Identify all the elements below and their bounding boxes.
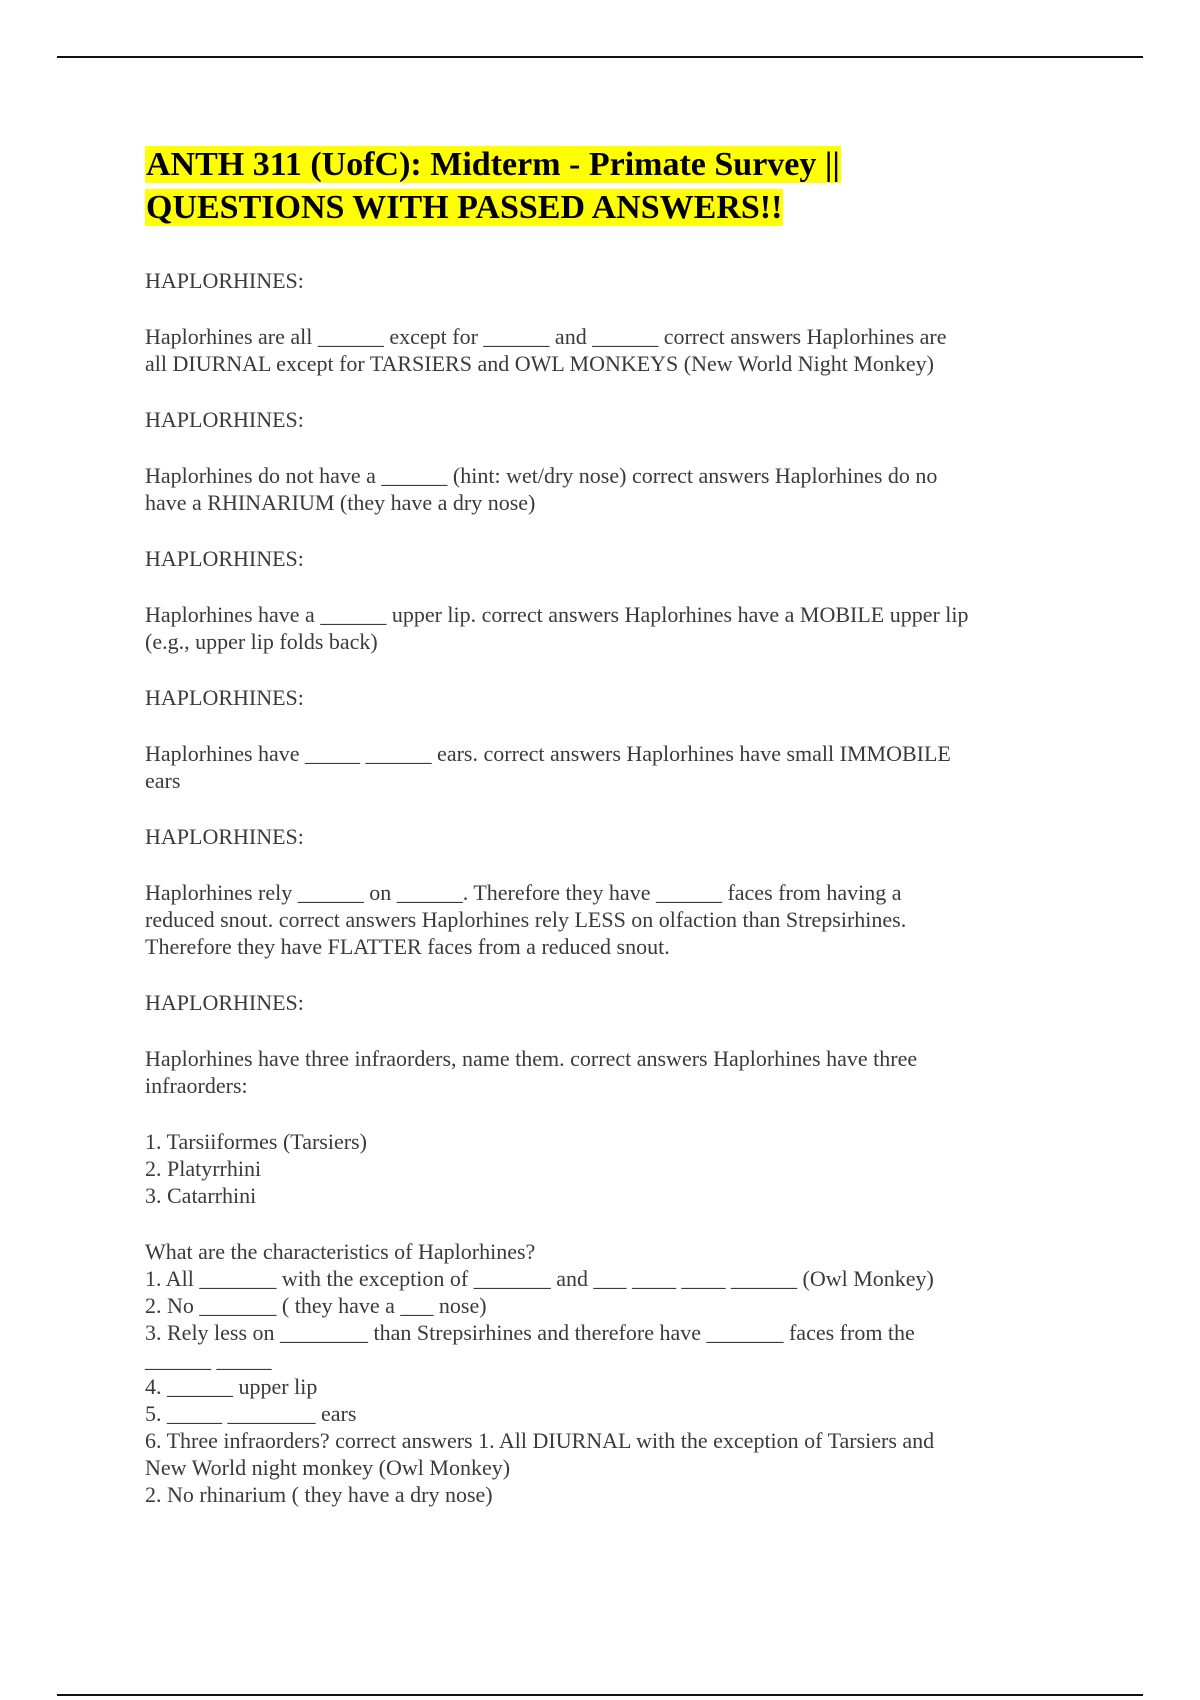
text-line: HAPLORHINES: [145,407,304,432]
bottom-rule [57,1694,1143,1696]
text-line: 3. Catarrhini [145,1183,257,1208]
text-line: (e.g., upper lip folds back) [145,629,378,654]
title-line: ANTH 311 (UofC): Midterm - Primate Survey || [146,146,840,183]
text-line: infraorders: [145,1073,248,1098]
text-line: 3. Rely less on ________ than Strepsirhines and therefore have _______ faces from the [145,1320,915,1345]
text-line: Haplorhines have three infraorders, name them. correct answers Haplorhines have three [145,1046,918,1071]
text-line: Haplorhines are all ______ except for ______ and ______ correct answers Haplorhines are [145,324,947,349]
question-paragraph [145,1238,1065,1508]
text-line: HAPLORHINES: [145,990,304,1015]
top-rule [57,56,1143,58]
text-line: all DIURNAL except for TARSIERS and OWL MONKEYS (New World Night Monkey) [145,351,934,376]
text-line: reduced snout. correct answers Haplorhines rely LESS on olfaction than Strepsirhines. [145,907,907,932]
text-line: 2. Platyrrhini [145,1156,262,1181]
question-list [145,267,1065,1508]
text-line: 2. No _______ ( they have a ___ nose) [145,1293,487,1318]
question-paragraph [145,1045,1065,1099]
text-line: Haplorhines have a ______ upper lip. correct answers Haplorhines have a MOBILE upper lip [145,602,969,627]
text-line: Haplorhines rely ______ on ______. Therefore they have ______ faces from having a [145,880,902,905]
text-line: Haplorhines do not have a ______ (hint: wet/dry nose) correct answers Haplorhines do no [145,463,938,488]
section-heading [145,545,1065,572]
question-paragraph [145,1128,1065,1209]
text-line: HAPLORHINES: [145,546,304,571]
text-line: 6. Three infraorders? correct answers 1. All DIURNAL with the exception of Tarsiers and [145,1428,935,1453]
title-line: QUESTIONS WITH PASSED ANSWERS!! [146,189,783,226]
section-heading [145,267,1065,294]
text-line: 1. All _______ with the exception of _______ and ___ ____ ____ ______ (Owl Monkey) [145,1266,934,1291]
document-title [145,143,1065,229]
text-line: HAPLORHINES: [145,268,304,293]
text-line: 4. ______ upper lip [145,1374,318,1399]
document-body [145,143,1065,1537]
section-heading [145,406,1065,433]
section-heading [145,823,1065,850]
text-line: ______ _____ [145,1347,272,1372]
text-line: ears [145,768,181,793]
text-line: Haplorhines have _____ ______ ears. correct answers Haplorhines have small IMMOBILE [145,741,951,766]
text-line: have a RHINARIUM (they have a dry nose) [145,490,536,515]
question-paragraph [145,740,1065,794]
text-line: New World night monkey (Owl Monkey) [145,1455,511,1480]
question-paragraph [145,323,1065,377]
text-line: HAPLORHINES: [145,685,304,710]
text-line: 1. Tarsiiformes (Tarsiers) [145,1129,367,1154]
question-paragraph [145,879,1065,960]
question-paragraph [145,601,1065,655]
section-heading [145,684,1065,711]
section-heading [145,989,1065,1016]
text-line: What are the characteristics of Haplorhines? [145,1239,536,1264]
text-line: HAPLORHINES: [145,824,304,849]
text-line: Therefore they have FLATTER faces from a reduced snout. [145,934,670,959]
question-paragraph [145,462,1065,516]
text-line: 5. _____ ________ ears [145,1401,357,1426]
text-line: 2. No rhinarium ( they have a dry nose) [145,1482,493,1507]
